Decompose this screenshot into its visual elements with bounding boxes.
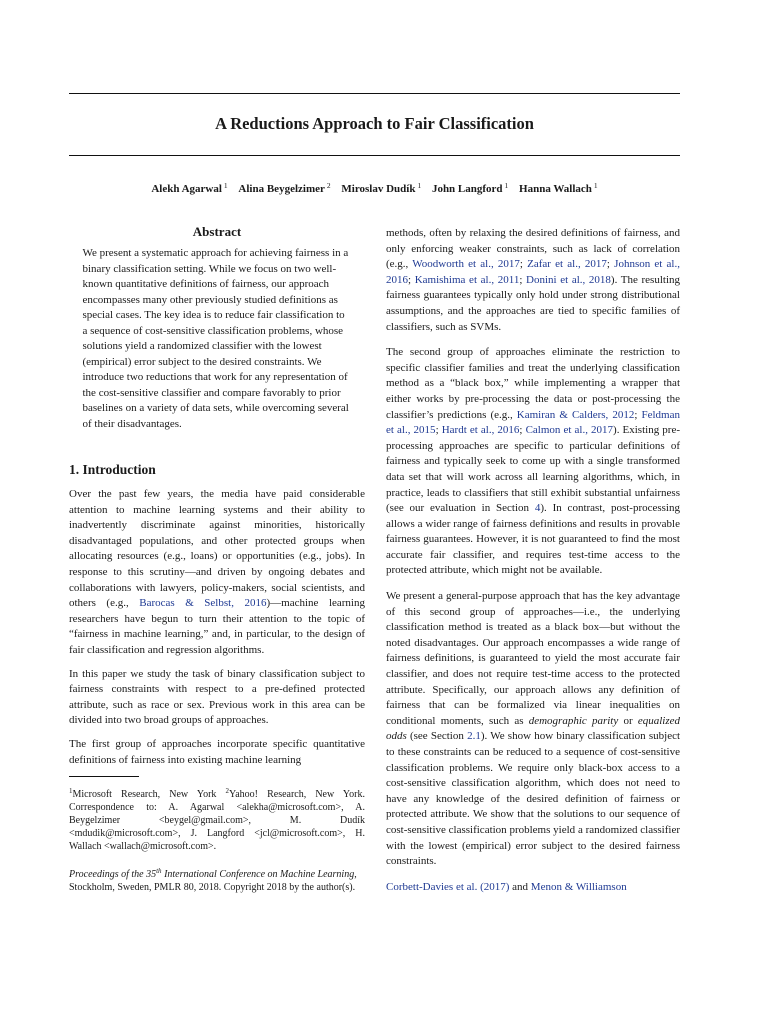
italic-term: demographic parity (528, 714, 619, 727)
left-column (69, 224, 365, 894)
header-rule-top (69, 93, 680, 94)
footnote-rule (69, 776, 139, 777)
intro-paragraph-3: The first group of approaches incorporate specific quantitative definitions of fairness into existing machine learning (69, 737, 365, 766)
author: Alekh Agarwal $^1$ (151, 181, 228, 195)
citation-link[interactable]: Woodworth et al., 2017 (412, 258, 520, 271)
author: Alina Beygelzimer $^2$ (238, 181, 331, 195)
affiliation-footnote: $^1$Microsoft Research, New York $^2$Yahoo! Research, New York. Correspondence to: A. Agarwal <alekha@microsoft.com>, A. Beygelzimer <beygel@gmail.com>, M. Dudík <mdudik@microsoft.com>, J. Langford <jcl@microsoft.com>, H. Wallach <wallach@microsoft.com>. (69, 787, 365, 853)
citation-link[interactable]: Donini et al., 2018 (526, 273, 611, 286)
section-reference-link[interactable]: 4 (534, 502, 541, 515)
intro-paragraph-2: In this paper we study the task of binary classification subject to fairness constraints with respect to a pre-defined protected attribute, such as race or sex. Previous work in this area can be divided into two broad groups of approaches. (69, 667, 365, 727)
header-rule-bottom (69, 155, 680, 156)
italic-term: equalized odds (386, 714, 680, 743)
abstract-heading: Abstract (192, 224, 242, 239)
author: Miroslav Dudík $^1$ (341, 181, 422, 195)
section-heading-introduction: 1. Introduction (69, 462, 156, 477)
body-paragraph: We present a general-purpose approach that has the key advantage of this second group of approaches—i.e., the underlying classification method is treated as a black box—but without the noted disadvantages. Our approach encompasses a wide range of fairness definitions, is guaranteed to yield the most accurate fair classifier, and does not require test-time access to the protected attribute. Specifically, our approach allows any definition of fairness that can be formalized via linear inequalities on conditional moments, such as demographic parity or equalized odds (see Section 2.1). We show how binary classification subject to these constraints can be reduced to a sequence of cost-sensitive classification problems. We require only black-box access to a cost-sensitive classification algorithm, which does not need to have any knowledge of the desired definition of fairness or protected attribute. We show that the solutions to our sequence of cost-sensitive classification problems yield a randomized classifier with the lowest (empirical) error subject to the desired fairness constraints. (386, 590, 681, 868)
citation-link[interactable]: Corbett-Davies et al. (2017) (386, 880, 510, 893)
author: Hanna Wallach $^1$ (519, 181, 598, 195)
body-paragraph: Corbett-Davies et al. (2017) and Menon & Williamson (386, 880, 627, 893)
abstract-text: We present a systematic approach for achieving fairness in a binary classification setting. While we focus on two well-known quantitative definitions of fairness, our approach encompasses many other previously studied definitions as special cases. The key idea is to reduce fair classification to a sequence of cost-sensitive classification problems, whose solutions yield a randomized classifier with the lowest (empirical) error subject to the desired constraints. We introduce two reductions that work for any representation of the cost-sensitive classifier and compare favorably to prior baselines on a variety of data sets, while overcoming several of their disadvantages. (82, 247, 349, 430)
citation-link[interactable]: Feldman et al., 2015 (386, 408, 680, 437)
citation-link[interactable]: Johnson et al., 2016 (386, 258, 680, 286)
citation-link[interactable]: Zafar et al., 2017 (527, 258, 607, 271)
paper-title: A Reductions Approach to Fair Classification (215, 114, 534, 133)
author-list (69, 181, 680, 195)
right-column (386, 226, 680, 905)
citation-link[interactable]: Barocas & Selbst, 2016 (139, 597, 267, 610)
author: John Langford $^1$ (431, 181, 509, 195)
intro-paragraph-1: Over the past few years, the media have paid considerable attention to machine learning systems and their ability to inadvertently discriminate against minorities, historically disadvantaged populations, and other protected groups when allocating resources (e.g., loans) or opportunities (e.g., jobs). In response to this scrutiny—and driven by ongoing debates and collaborations with lawyers, policy-makers, social scientists, and others (e.g., Barocas & Selbst, 2016)—machine learning researchers have begun to turn their attention to the topic of “fairness in machine learning,” and, in particular, to the design of fair classification and regression algorithms. (69, 488, 365, 656)
body-paragraph: methods, often by relaxing the desired definitions of fairness, and only enforcing weaker constraints, such as lack of correlation (e.g., Woodworth et al., 2017; Zafar et al., 2017; Johnson et al., 2016; Kamishima et al., 2011; Donini et al., 2018). The resulting fairness guarantees typically only hold under strong distributional assumptions, and the approaches are tied to specific families of classifiers, such as SVMs. (386, 227, 681, 333)
body-paragraph: The second group of approaches eliminate the restriction to specific classifier families and treat the underlying classification method as a “black box,” while implementing a wrapper that either works by pre-processing the data or post-processing the classifier’s predictions (e.g., Kamiran & Calders, 2012; Feldman et al., 2015; Hardt et al., 2016; Calmon et al., 2017). Existing pre-processing approaches are specific to particular definitions of fairness and typically seek to come up with a single transformed data set that will work across all learning algorithms, which, in practice, leads to classifiers that still exhibit substantial unfairness (see our evaluation in Section 4). In contrast, post-processing allows a wider range of fairness definitions and results in provable fairness guarantees. However, it is not guaranteed to find the most accurate fair classifier, and requires test-time access to the protected attribute, which might not be available. (386, 346, 680, 577)
citation-link[interactable]: Kamiran & Calders, 2012 (516, 408, 635, 421)
citation-link[interactable]: Hardt et al., 2016 (441, 424, 520, 437)
citation-link[interactable]: Calmon et al., 2017 (525, 424, 614, 437)
section-reference-link[interactable]: 2.1 (467, 730, 481, 743)
citation-link[interactable]: Menon & Williamson (530, 880, 627, 893)
citation-link[interactable]: Kamishima et al., 2011 (414, 273, 520, 286)
proceedings-note: Proceedings of the 35th International Conference on Machine Learning, Stockholm, Sweden, PMLR 80, 2018. Copyright 2018 by the author(s). (69, 867, 357, 894)
